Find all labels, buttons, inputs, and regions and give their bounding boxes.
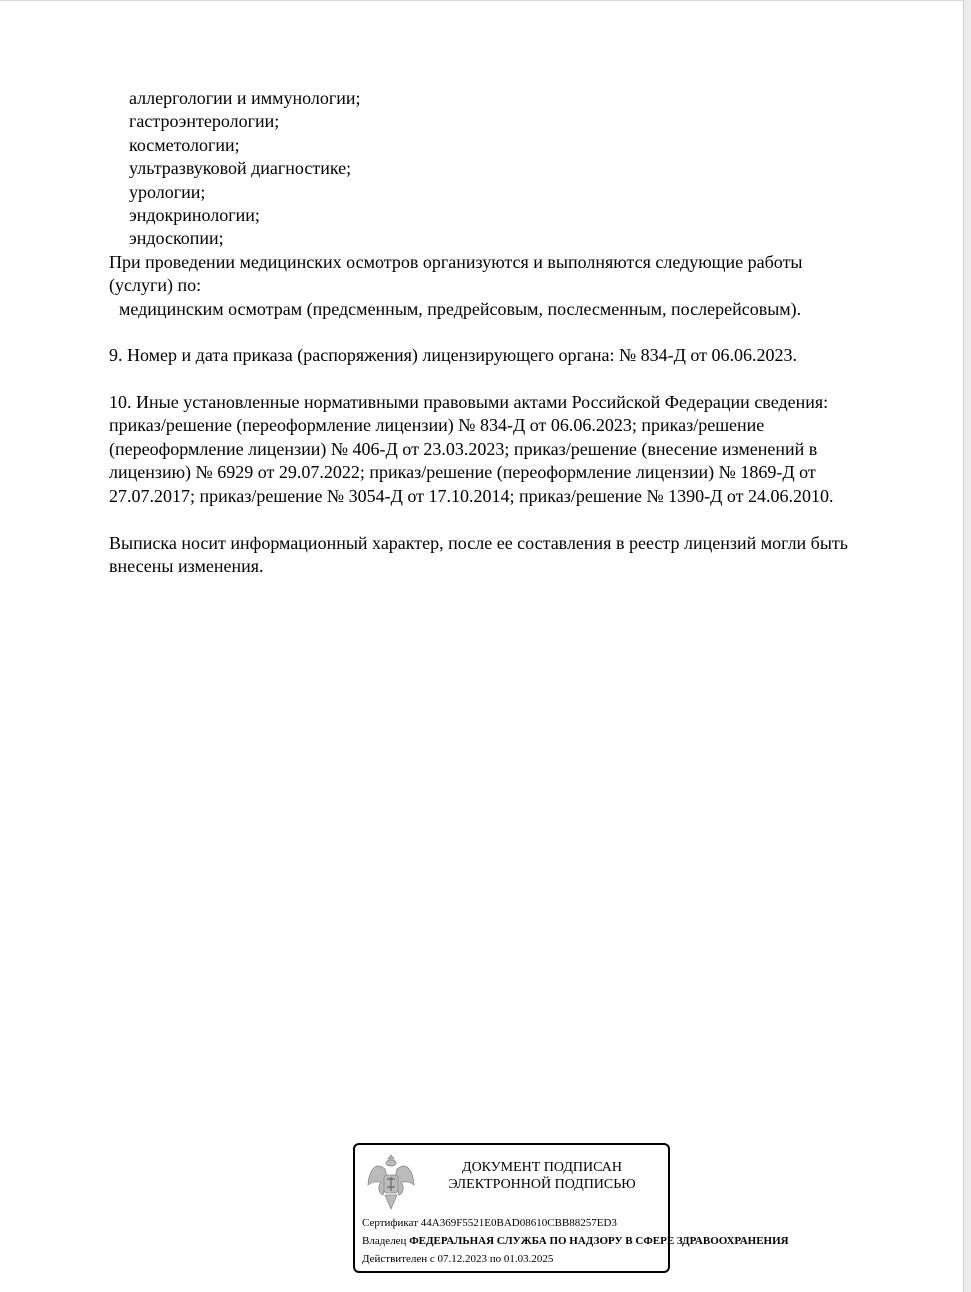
signature-title-line: ЭЛЕКТРОННОЙ ПОДПИСЬЮ [448, 1177, 636, 1192]
list-item: косметологии; [129, 135, 240, 155]
paragraph-line: При проведении медицинских осмотров организуются и выполняются следующие работы [109, 252, 803, 272]
paragraph-line: приказ/решение (переоформление лицензии) № 834-Д от 06.06.2023; приказ/решение [109, 415, 765, 435]
section-9: 9. Номер и дата приказа (распоряжения) лицензирующего органа: № 834-Д от 06.06.2023. [109, 345, 798, 365]
paragraph-line: лицензию) № 6929 от 29.07.2022; приказ/решение (переоформление лицензии) № 1869-Д от [109, 462, 816, 482]
signature-title-line: ДОКУМЕНТ ПОДПИСАН [462, 1160, 622, 1175]
signature-title [437, 1159, 647, 1193]
electronic-signature-stamp [353, 1143, 789, 1273]
owner-row [362, 1235, 789, 1247]
list-item: медицинским осмотрам (предсменным, предрейсовым, послесменным, послерейсовым). [119, 299, 802, 319]
owner-label: Владелец [362, 1235, 407, 1247]
disclaimer-line: Выписка носит информационный характер, после ее составления в реестр лицензий могли быть [109, 533, 849, 553]
paragraph-line: 10. Иные установленные нормативными правовыми актами Российской Федерации сведения: [109, 392, 829, 412]
validity-label: Действителен [362, 1253, 428, 1265]
certificate-value: 44A369F5521E0BAD08610CBB88257ED3 [420, 1217, 617, 1229]
coat-of-arms-icon [365, 1151, 417, 1213]
validity-row [362, 1253, 668, 1265]
list-item: эндоскопии; [129, 228, 224, 248]
list-item: аллергологии и иммунологии; [129, 88, 361, 108]
certificate-row [362, 1217, 668, 1229]
paragraph-line: 27.07.2017; приказ/решение № 3054-Д от 17.10.2014; приказ/решение № 1390-Д от 24.06.2010. [109, 486, 834, 506]
certificate-label: Сертификат [362, 1217, 418, 1229]
list-item: ультразвуковой диагностике; [129, 158, 352, 178]
disclaimer-line: внесены изменения. [109, 556, 264, 576]
list-item: гастроэнтерологии; [129, 111, 280, 131]
list-item: урологии; [129, 182, 206, 202]
paragraph-line: (переоформление лицензии) № 406-Д от 23.03.2023; приказ/решение (внесение изменений в [109, 439, 818, 459]
owner-value: ФЕДЕРАЛЬНАЯ СЛУЖБА ПО НАДЗОРУ В СФЕРЕ ЗДРАВООХРАНЕНИЯ [409, 1235, 789, 1247]
list-item: эндокринологии; [129, 205, 260, 225]
paragraph-line: (услуги) по: [109, 275, 202, 295]
validity-value: с 07.12.2023 по 01.03.2025 [429, 1253, 554, 1265]
